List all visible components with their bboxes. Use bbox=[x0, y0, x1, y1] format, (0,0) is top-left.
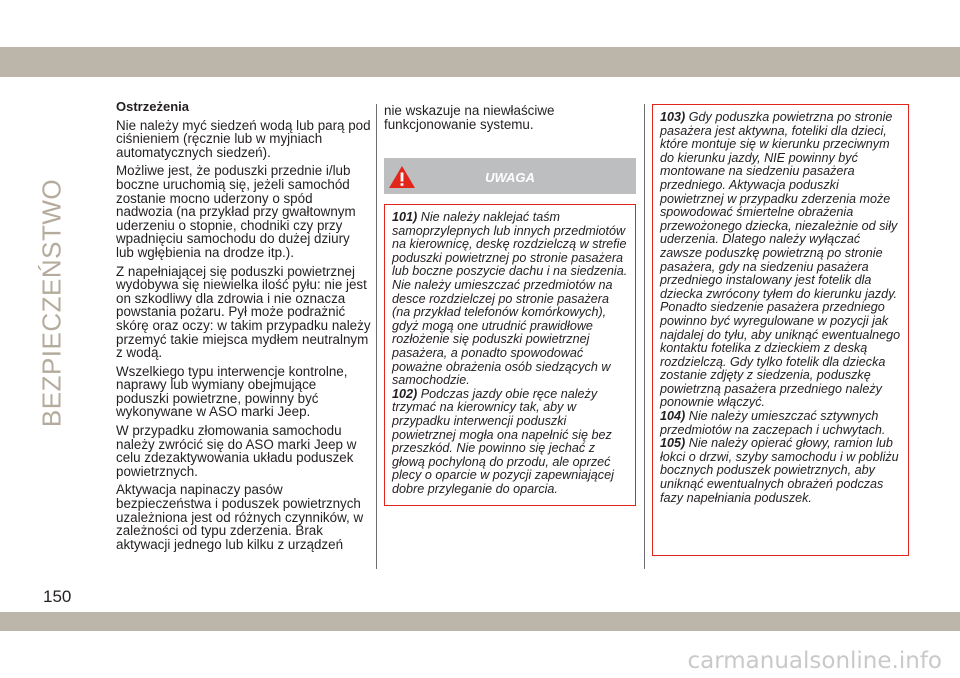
continuation-text: nie wskazuje na niewłaściwe funkcjonowanie systemu. bbox=[384, 103, 555, 132]
top-band bbox=[0, 47, 960, 77]
warning-box-middle bbox=[384, 204, 636, 506]
column-divider bbox=[376, 104, 377, 569]
section-title-text: BEZPIECZEŃSTWO bbox=[36, 178, 67, 428]
paragraph: Możliwe jest, że poduszki przednie i/lub boczne uruchomią się, jeżeli samochód zostanie mocno uderzony o spód nadwozia (na przykład przy gwałtownym uderzeniu o stopnie, chodniki czy przy wpadnięciu samochodu do dużej dziury lub wgłębienia na drodze itp.). bbox=[116, 163, 356, 260]
left-column bbox=[116, 100, 371, 556]
item-number: 104) bbox=[660, 409, 686, 424]
warning-item bbox=[660, 437, 902, 505]
warning-title: UWAGA bbox=[485, 170, 535, 185]
bottom-band bbox=[0, 612, 960, 631]
item-text: Nie należy umieszczać sztywnych przedmiotów na zaczepach i uchwytach. bbox=[660, 409, 886, 437]
column-divider bbox=[644, 104, 645, 569]
paragraph: W przypadku złomowania samochodu należy zwrócić się do ASO marki Jeep w celu zdezaktywowania układu poduszek powietrznych. bbox=[116, 423, 357, 479]
paragraph: Wszelkiego typu interwencje kontrolne, naprawy lub wymiany obejmujące poduszki powietrzne, powinny być wykonywane w ASO marki Jeep. bbox=[116, 363, 348, 420]
paragraph: Nie należy myć siedzeń wodą lub parą pod ciśnieniem (ręcznie lub w myjniach automatycznych siedzeń). bbox=[116, 117, 371, 160]
page-number: 150 bbox=[43, 587, 72, 606]
item-number: 102) bbox=[392, 386, 418, 401]
warning-item bbox=[660, 410, 902, 437]
paragraph: Aktywacja napinaczy pasów bezpieczeństwa i poduszek powietrznych uzależniona jest od różnych czynników, w zależności od typu zderzenia. Brak aktywacji jednego lub kilku z urządzeń bbox=[116, 482, 364, 552]
warning-item bbox=[392, 388, 629, 497]
warning-item bbox=[392, 211, 629, 388]
item-text: Nie należy naklejać taśm samoprzylepnych lub innych przedmiotów na kierownicę, deskę rozdzielczą w strefie poduszki powietrznej po stronie pasażera lub boczne poszycie dachu i na siedzenia. Nie należy umieszczać przedmiotów na desce rozdzielczej po stronie pasażera (na przykład telefonów komórkowych), gdyż mogą one utrudnić prawidłowe rozłożenie się poduszki powietrznej pasażera, a ponadto spowodować poważne obrażenia osób siedzących w samochodzie. bbox=[392, 210, 628, 388]
warning-item bbox=[660, 111, 902, 410]
paragraph: Z napełniającej się poduszki powietrznej wydobywa się niewielka ilość pyłu: nie jest on szkodliwy dla zdrowia i nie oznacza powstania pożaru. Pył może podrażnić skórę oraz oczy: w takim przypadku należy przemyć takie miejsca mydłem neutralnym z wodą. bbox=[116, 263, 371, 361]
item-text: Nie należy opierać głowy, ramion lub łokci o drzwi, szyby samochodu i w pobliżu bocznych poduszek powietrznych, aby uniknąć ewentualnych obrażeń podczas fazy napełniania poduszek. bbox=[660, 436, 899, 505]
watermark: carmanualsonline.info bbox=[687, 648, 942, 674]
item-number: 103) bbox=[660, 110, 686, 124]
item-number: 105) bbox=[660, 436, 686, 451]
middle-column bbox=[384, 104, 636, 136]
item-text: Gdy poduszka powietrzna po stronie pasażera jest aktywna, foteliki dla dzieci, które montuje się w kierunku przeciwnym do kierunku jazdy, NIE powinny być montowane na siedzeniu pasażera przedniego. Aktywacja poduszki powietrznej w przypadku zderzenia może spowodować śmiertelne obrażenia przewożonego dziecka, niezależnie od siły uderzenia. Dlatego należy wyłączać zawsze poduszkę powietrzną po stronie pasażera, gdy na siedzeniu pasażera przedniego instalowany jest fotelik dla dziecka zwrócony tyłem do kierunku jazdy. Ponadto siedzenie pasażera przedniego powinno być wyregulowane w pozycji jak najdalej do tyłu, aby uniknąć ewentualnego kontaktu fotelika z dzieckiem z deską rozdzielczą. Gdy tylko fotelik dla dziecka zostanie zdjęty z siedzenia, poduszkę powietrzną pasażera przedniego należy ponownie włączyć. bbox=[660, 110, 901, 410]
warning-box-right bbox=[652, 104, 909, 556]
item-number: 101) bbox=[392, 210, 418, 224]
item-text: Podczas jazdy obie ręce należy trzymać na kierownicy tak, aby w przypadku interwencji poduszki powietrznej mogła ona napełnić się bez przeszkód. Nie powinno się jechać z głową pochyloną do przodu, ale oprzeć plecy o oparcie w pozycji zapewniającej dobre przyleganie do oparcia. bbox=[392, 386, 614, 496]
warnings-heading: Ostrzeżenia bbox=[116, 99, 189, 114]
